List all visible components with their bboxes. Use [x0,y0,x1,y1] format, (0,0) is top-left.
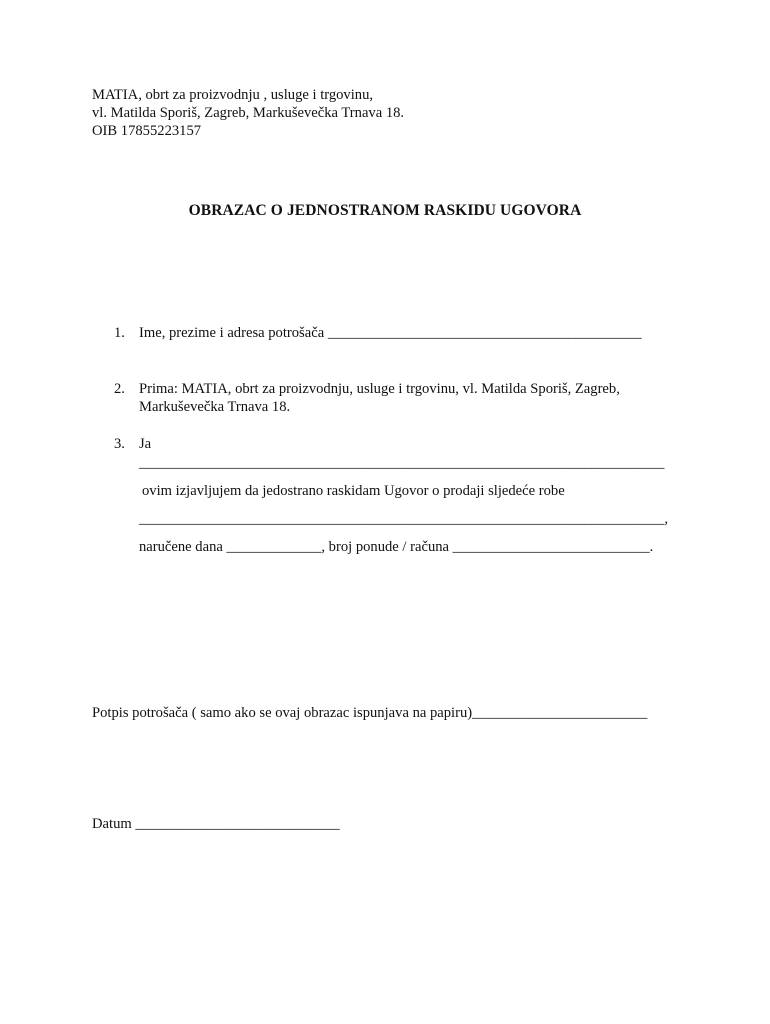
company-header [92,86,404,140]
recipient-line-1: Prima: MATIA, obrt za proizvodnju, usluge i trgovinu, vl. Matilda Sporiš, Zagreb, [139,381,620,397]
item-number: 3. [114,436,125,452]
document-title: OBRAZAC O JEDNOSTRANOM RASKIDU UGOVORA [188,202,582,219]
header-company-line: MATIA, obrt za proizvodnju , usluge i trgovinu, [92,87,374,103]
item-number: 2. [114,381,125,397]
date-line: Datum ____________________________ [92,816,340,832]
consumer-name-field: Ime, prezime i adresa potrošača ___________________________________________ [139,325,642,341]
recipient-line-2: Markuševečka Trnava 18. [139,399,291,415]
blank-line-declarant: ________________________________________________________________________ [139,455,665,471]
declaration-ja: Ja [139,436,152,452]
header-oib-line: OIB 17855223157 [92,123,202,139]
order-date-line: naručene dana _____________, broj ponude / računa ___________________________. [139,539,654,555]
item-number: 1. [114,325,125,341]
withdrawal-statement: ovim izjavljujem da jedostrano raskidam Ugovor o prodaji sljedeće robe [142,483,565,499]
signature-line: Potpis potrošača ( samo ako se ovaj obrazac ispunjava na papiru)________________________ [92,705,648,721]
blank-line-goods: ________________________________________________________________________, [139,511,669,527]
header-address-line: vl. Matilda Sporiš, Zagreb, Markuševečka Trnava 18. [92,105,405,121]
